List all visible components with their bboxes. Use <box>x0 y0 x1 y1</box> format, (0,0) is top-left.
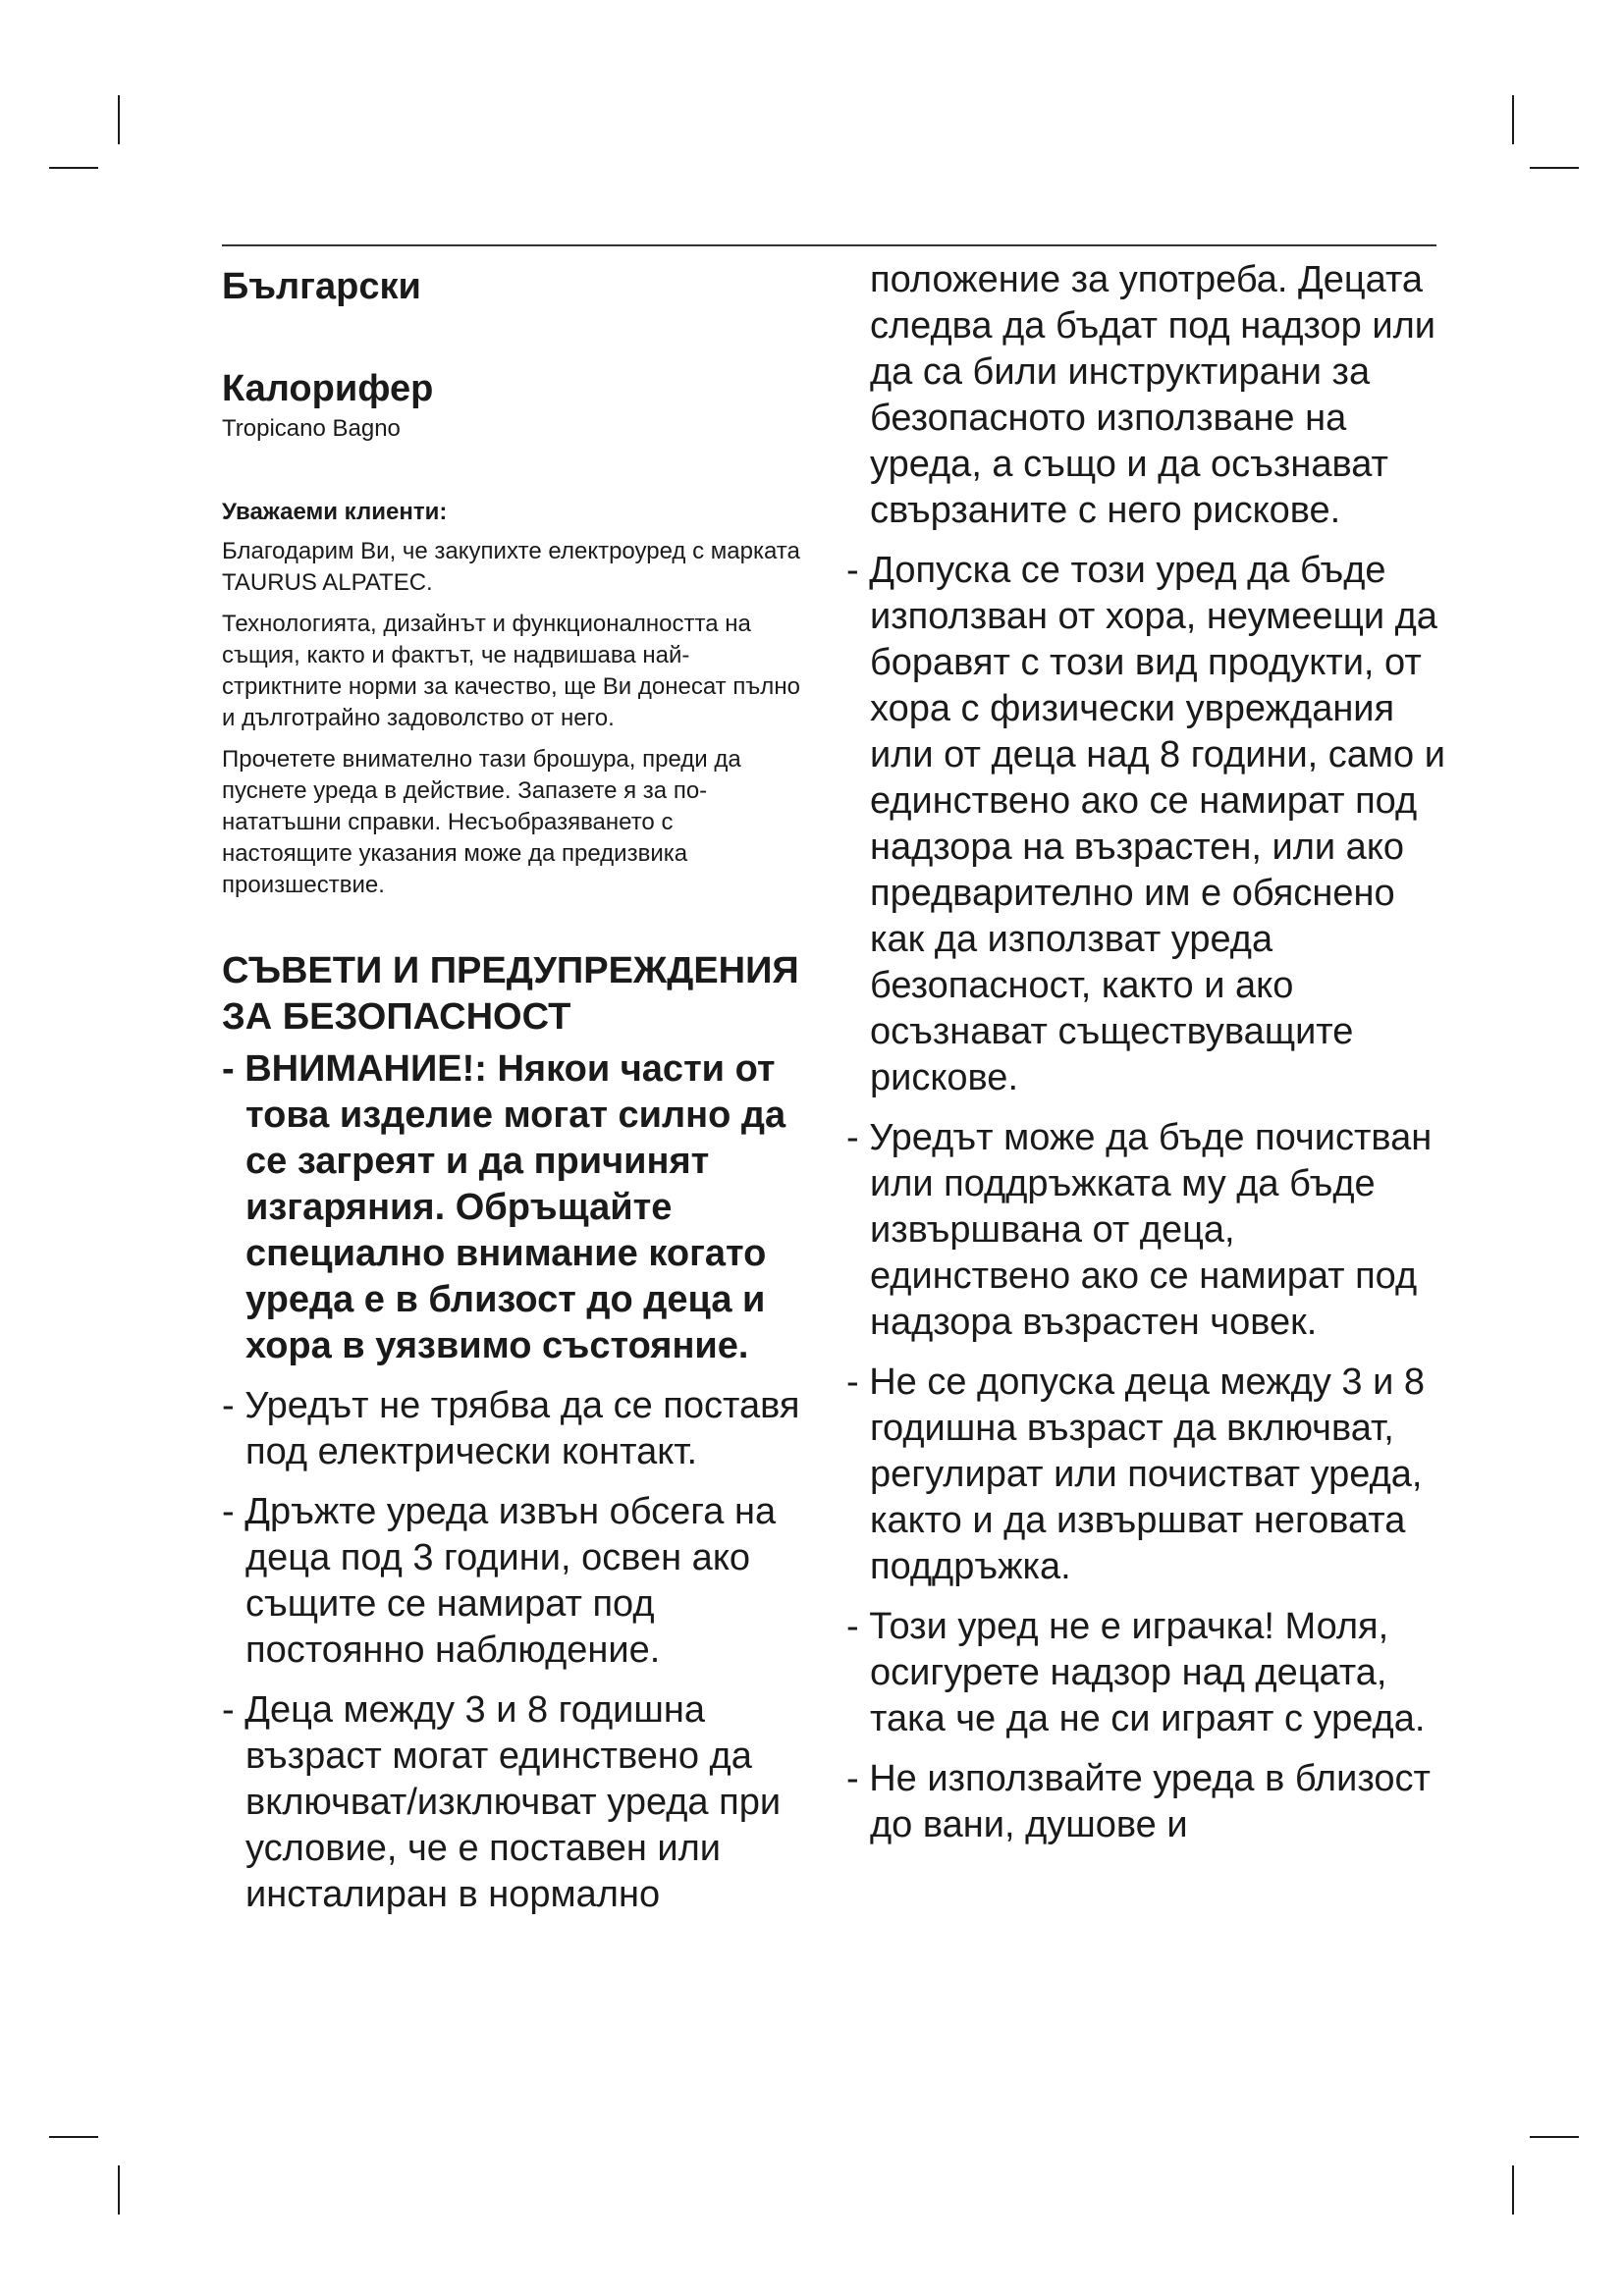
page-title: Калорифер <box>222 367 434 409</box>
crop-mark <box>1512 95 1514 144</box>
safety-item-continuation: положение за употреба. Децата следва да бъдат под надзор или да са били инструктирани за безопасното използване на уреда, а също и да осъзнават свързаните с него рискове. <box>870 259 1435 531</box>
top-rule <box>222 244 1436 246</box>
intro-paragraph: Благодарим Ви, че закупихте електроуред с марката TAURUS ALPATEC. <box>222 537 800 596</box>
safety-item: - Този уред не е играчка! Моля, осигурете надзор над децата, така че да не си играят с уреда. <box>846 1606 1426 1739</box>
safety-item: - Не използвайте уреда в близост до вани, душове и <box>846 1758 1431 1845</box>
intro-paragraph: Прочетете внимателно тази брошура, преди да пуснете уреда в действие. Запазете я за по-нататъшни справки. Несъобразяването с настоящите указания може да предизвика произшествие. <box>222 745 741 898</box>
safety-item: - Дръжте уреда извън обсега на деца под 3 години, освен ако същите се намират под постоянно наблюдение. <box>222 1490 777 1671</box>
intro-paragraph: Технологията, дизайнът и функционалността на същия, както и фактът, че надвишава най-стриктните норми за качество, ще Ви донесат пълно и дълготрайно задоволство от него. <box>222 610 800 731</box>
model-name: Tropicano Bagno <box>222 415 401 443</box>
crop-mark <box>49 2136 98 2138</box>
crop-mark <box>1512 2165 1514 2215</box>
safety-item: - Уредът може да бъде почистван или поддръжката му да бъде извършвана от деца, единствено ако се намират под надзора възрастен човек. <box>846 1117 1433 1343</box>
crop-mark <box>118 95 120 144</box>
crop-mark <box>1530 167 1579 169</box>
left-column <box>222 257 801 1932</box>
safety-item: - Деца между 3 и 8 годишна възраст могат единствено да включват/изключват уреда при условие, че е поставен или инсталиран в нормално <box>222 1688 782 1915</box>
greeting: Уважаеми клиенти: <box>222 498 448 525</box>
crop-mark <box>118 2165 120 2215</box>
safety-item: - Не се допуска деца между 3 и 8 годишна възраст да включват, регулират или почистват уреда, както и да извършват неговата поддръжка. <box>846 1362 1425 1587</box>
safety-item: - Допуска се този уред да бъде използван от хора, неумеещи да боравят с този вид продукти, от хора с физически увреждания или от деца над 8 години, само и единствено ако се намират под надзора на възрастен, или ако предварително им е обяснено как да използват уреда безопасност, както и ако осъзнават съществуващите рискове. <box>846 550 1445 1098</box>
crop-mark <box>49 167 98 169</box>
warning-item: - ВНИМАНИЕ!: Някои части от това изделие могат силно да се загреят и да причинят изгаряния. Обръщайте специално внимание когато уреда е в близост до деца и хора в уязвимо състояние. <box>222 1047 786 1366</box>
crop-mark <box>1530 2136 1579 2138</box>
safety-item: - Уредът не трябва да се поставя под електрически контакт. <box>222 1384 800 1472</box>
language-label: Български <box>222 266 421 307</box>
safety-heading: СЪВЕТИ И ПРЕДУПРЕЖДЕНИЯ ЗА БЕЗОПАСНОСТ <box>222 949 799 1038</box>
right-column <box>846 257 1445 1862</box>
